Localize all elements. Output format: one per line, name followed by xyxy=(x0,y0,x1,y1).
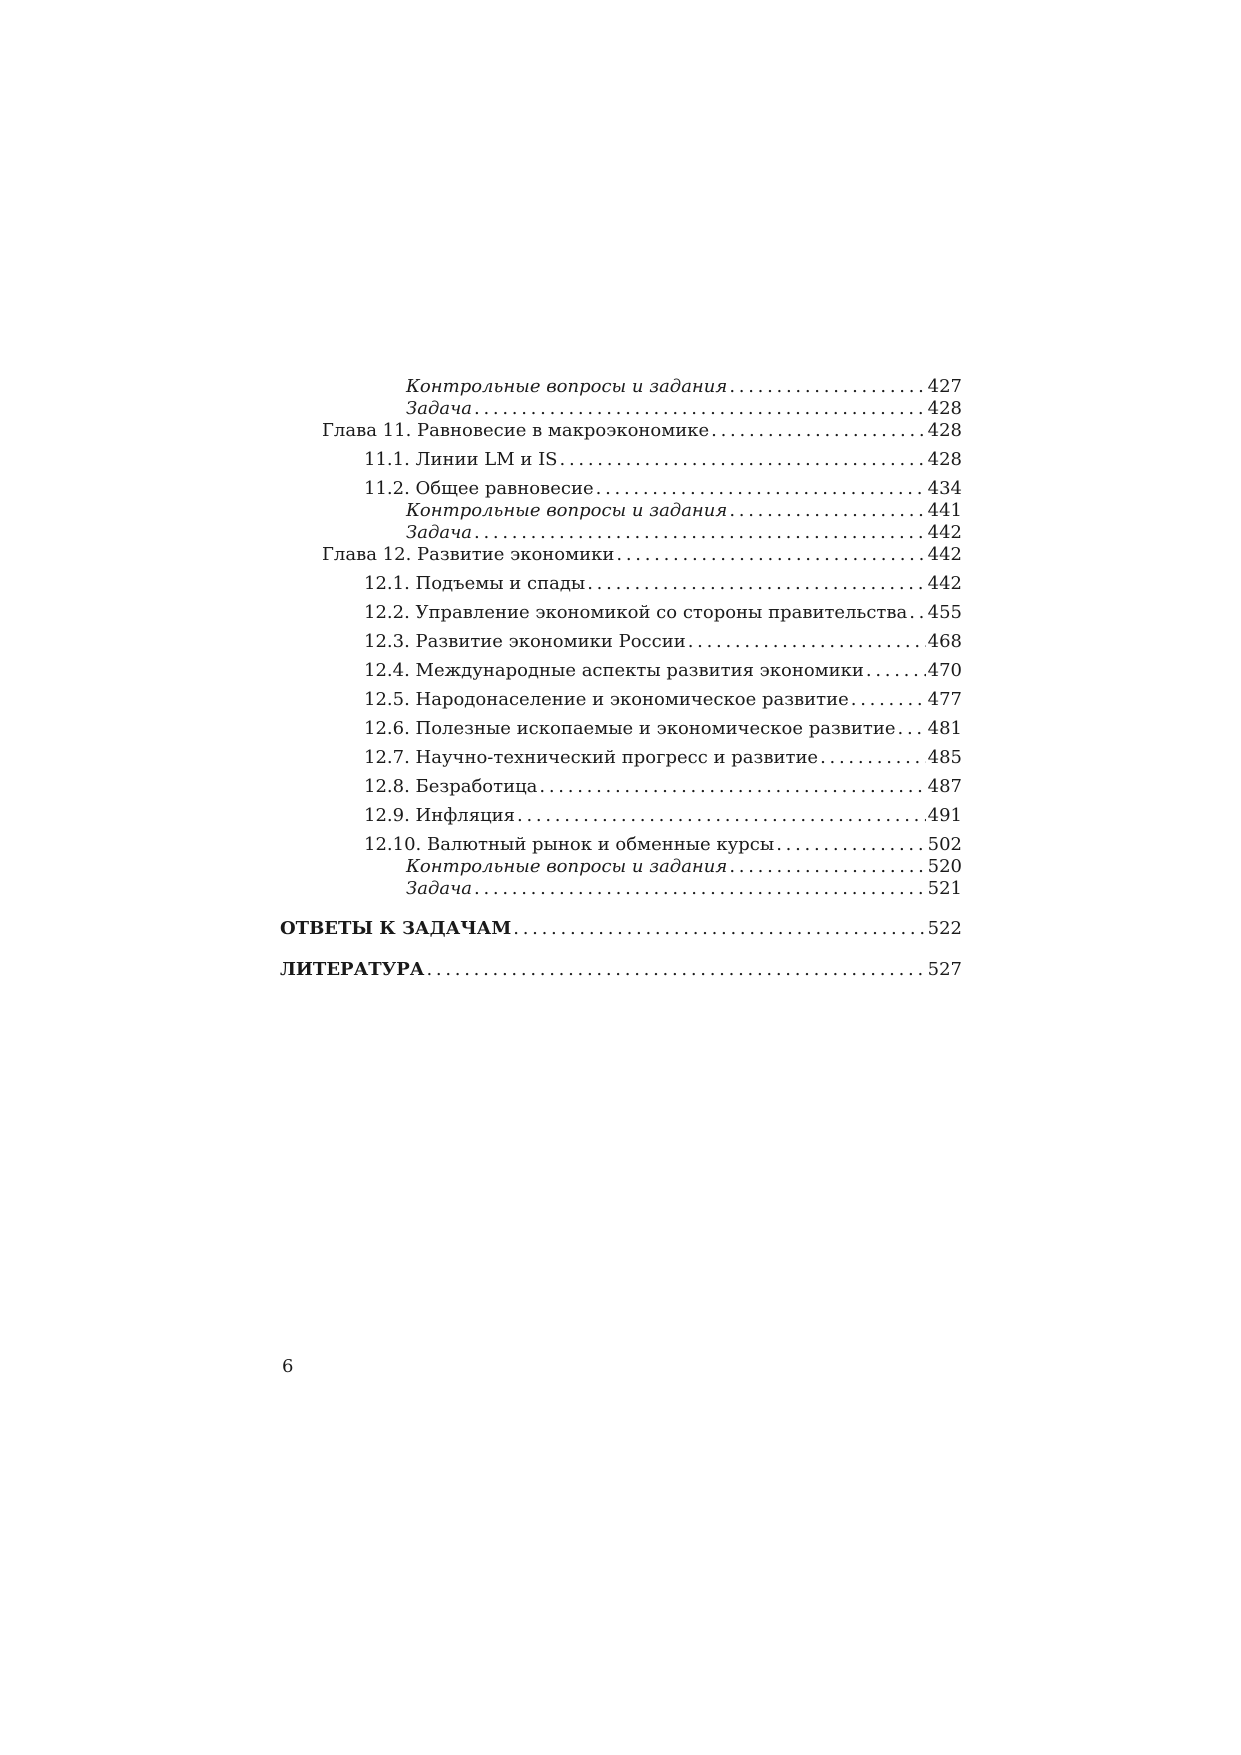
toc-leader-dots xyxy=(776,834,925,856)
toc-leader-dots xyxy=(474,522,926,544)
toc-leader-dots xyxy=(517,805,926,827)
toc-entry-label: 11.2. Общее равновесие xyxy=(364,478,594,499)
toc-leader-dots xyxy=(513,918,925,940)
toc-entry-page: 428 xyxy=(927,449,962,470)
toc-leader-dots xyxy=(729,376,925,398)
toc-leader-dots xyxy=(729,500,925,522)
toc-entry-page: 477 xyxy=(927,689,962,710)
toc-entry-label: 12.3. Развитие экономики России xyxy=(364,631,686,652)
toc-leader-dots xyxy=(688,631,926,653)
toc-entry-label: Глава 12. Развитие экономики xyxy=(322,544,615,565)
toc-entry-section-12-3[interactable] xyxy=(280,631,962,653)
toc-entry-label: Задача xyxy=(406,522,473,543)
toc-entry-label: 12.10. Валютный рынок и обменные курсы xyxy=(364,834,775,855)
toc-entry-section-12-1[interactable] xyxy=(280,573,962,595)
toc-entry-page: 434 xyxy=(927,478,962,499)
toc-entry-page: 441 xyxy=(927,500,962,521)
toc-leader-dots xyxy=(909,602,925,624)
toc-entry-page: 491 xyxy=(927,805,962,826)
toc-entry-label: Контрольные вопросы и задания xyxy=(406,376,728,397)
toc-leader-dots xyxy=(596,478,926,500)
toc-entry-section-12-6[interactable] xyxy=(280,718,962,740)
toc-entry-label: Задача xyxy=(406,398,473,419)
toc-entry-section-12-4[interactable] xyxy=(280,660,962,682)
toc-leader-dots xyxy=(711,420,925,442)
toc-entry-review-questions[interactable] xyxy=(280,500,962,522)
toc-entry-label: Глава 11. Равновесие в макроэкономике xyxy=(322,420,710,441)
toc-entry-page: 521 xyxy=(927,878,962,899)
toc-entry-review-questions[interactable] xyxy=(280,376,962,398)
toc-leader-dots xyxy=(616,544,925,566)
toc-entry-section-12-2[interactable] xyxy=(280,602,962,624)
toc-entry-section-12-10[interactable] xyxy=(280,834,962,856)
toc-leader-dots xyxy=(866,660,926,682)
toc-entry-problem[interactable] xyxy=(280,878,962,900)
toc-entry-section-12-8[interactable] xyxy=(280,776,962,798)
toc-entry-page: 527 xyxy=(927,959,962,980)
toc-entry-label: ЛИТЕРАТУРА xyxy=(280,959,425,980)
toc-entry-section-12-5[interactable] xyxy=(280,689,962,711)
toc-entry-section-11-2[interactable] xyxy=(280,478,962,500)
toc-entry-label: Контрольные вопросы и задания xyxy=(406,500,728,521)
toc-entry-section-12-9[interactable] xyxy=(280,805,962,827)
toc-entry-problem[interactable] xyxy=(280,522,962,544)
toc-entry-label: 12.4. Международные аспекты развития экономики xyxy=(364,660,864,681)
toc-entry-label: 11.1. Линии LM и IS xyxy=(364,449,558,470)
toc-leader-dots xyxy=(851,689,926,711)
toc-entry-page: 428 xyxy=(927,420,962,441)
toc-entry-section-11-1[interactable] xyxy=(280,449,962,471)
toc-entry-page: 481 xyxy=(927,718,962,739)
toc-entry-section-12-7[interactable] xyxy=(280,747,962,769)
toc-entry-page: 455 xyxy=(927,602,962,623)
toc-entry-label: 12.5. Народонаселение и экономическое развитие xyxy=(364,689,849,710)
toc-entry-literature[interactable] xyxy=(280,959,962,981)
toc-entry-label: 12.8. Безработица xyxy=(364,776,538,797)
toc-leader-dots xyxy=(587,573,925,595)
toc-entry-label: 12.1. Подъемы и спады xyxy=(364,573,586,594)
toc-entry-page: 468 xyxy=(927,631,962,652)
toc-entry-answers[interactable] xyxy=(280,918,962,940)
toc-entry-page: 428 xyxy=(927,398,962,419)
toc-entry-page: 442 xyxy=(927,573,962,594)
toc-entry-page: 502 xyxy=(927,834,962,855)
toc-entry-page: 487 xyxy=(927,776,962,797)
toc-entry-label: 12.9. Инфляция xyxy=(364,805,516,826)
toc-leader-dots xyxy=(898,718,926,740)
toc-leader-dots xyxy=(539,776,925,798)
toc-entry-page: 485 xyxy=(927,747,962,768)
toc-leader-dots xyxy=(820,747,926,769)
toc-entry-page: 522 xyxy=(927,918,962,939)
toc-entry-page: 427 xyxy=(927,376,962,397)
table-of-contents xyxy=(280,376,962,981)
toc-entry-label: 12.6. Полезные ископаемые и экономическое развитие xyxy=(364,718,896,739)
toc-entry-page: 442 xyxy=(927,522,962,543)
toc-leader-dots xyxy=(729,856,925,878)
toc-entry-chapter-12[interactable] xyxy=(280,544,962,566)
toc-leader-dots xyxy=(560,449,926,471)
toc-entry-label: Задача xyxy=(406,878,473,899)
toc-entry-page: 470 xyxy=(927,660,962,681)
toc-entry-chapter-11[interactable] xyxy=(280,420,962,442)
page-number: 6 xyxy=(282,1356,294,1377)
toc-entry-label: Контрольные вопросы и задания xyxy=(406,856,728,877)
toc-entry-review-questions[interactable] xyxy=(280,856,962,878)
toc-entry-page: 442 xyxy=(927,544,962,565)
toc-entry-label: 12.7. Научно-технический прогресс и развитие xyxy=(364,747,819,768)
toc-entry-page: 520 xyxy=(927,856,962,877)
toc-leader-dots xyxy=(474,878,926,900)
toc-entry-problem[interactable] xyxy=(280,398,962,420)
toc-leader-dots xyxy=(474,398,926,420)
toc-entry-label: 12.2. Управление экономикой со стороны правительства xyxy=(364,602,908,623)
toc-leader-dots xyxy=(426,959,925,981)
toc-entry-label: ОТВЕТЫ К ЗАДАЧАМ xyxy=(280,918,512,939)
